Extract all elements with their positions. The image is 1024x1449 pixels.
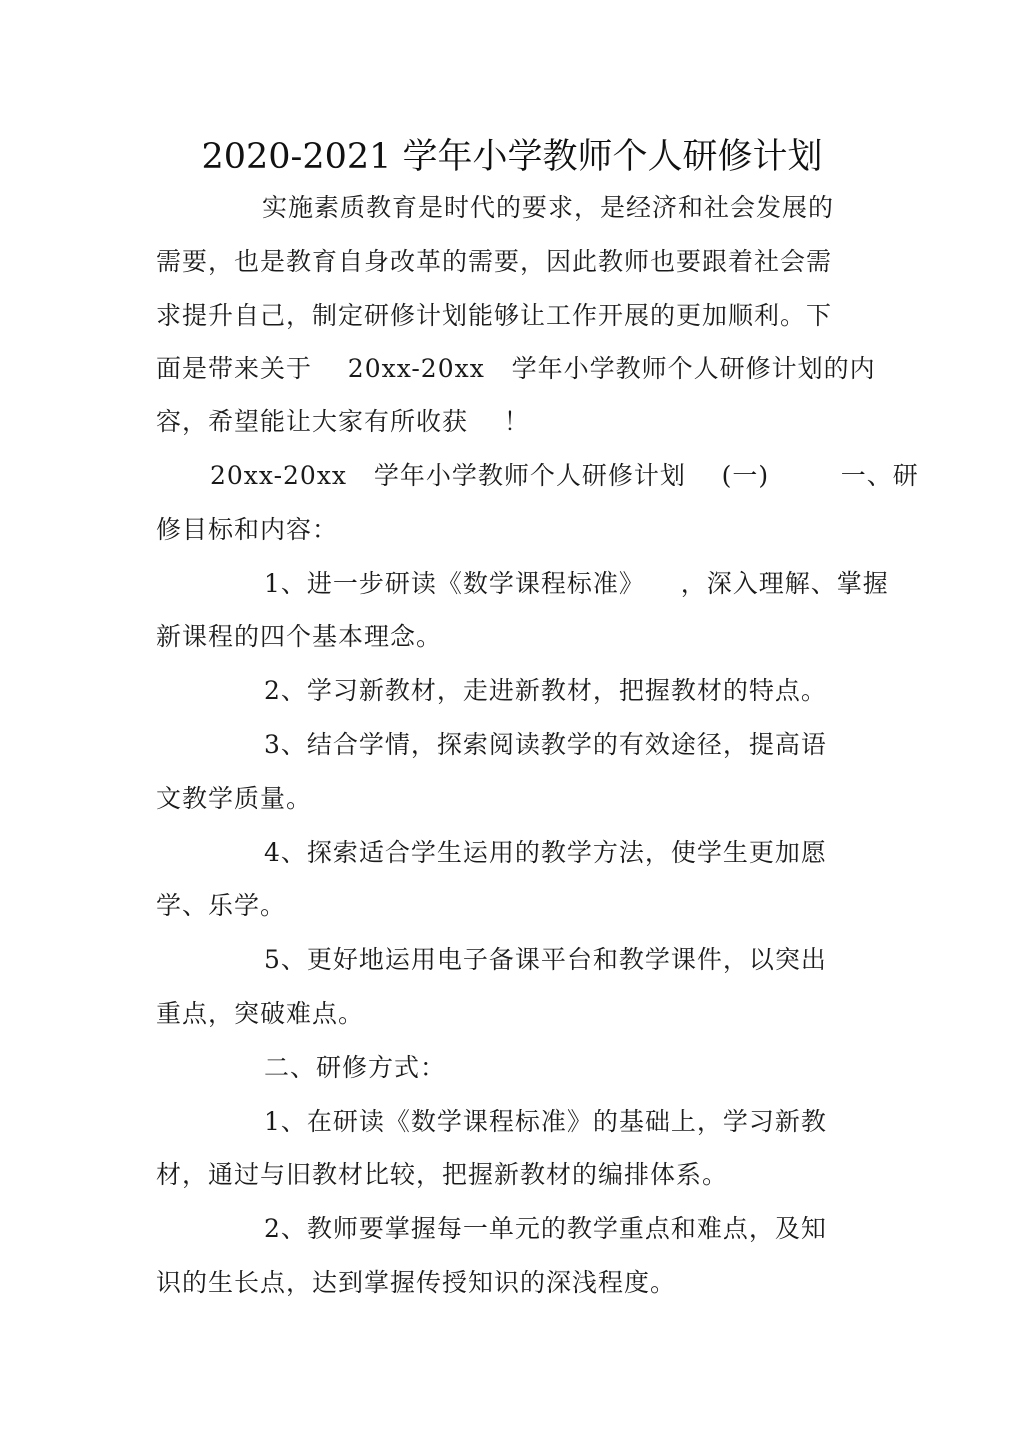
list-item-line: 1、在研读《数学课程标准》的基础上，学习新教: [264, 1107, 827, 1136]
section-heading-line: 20xx-20xx 学年小学教师个人研修计划 (一) 一、研: [210, 461, 919, 490]
list-item-line: 2、教师要掌握每一单元的教学重点和难点，及知: [264, 1214, 827, 1243]
paragraph-line: 求提升自己，制定研修计划能够让工作开展的更加顺利。下: [156, 301, 833, 330]
paragraph-line: 修目标和内容：: [156, 515, 339, 544]
paragraph-line: 容，希望能让大家有所收获 ！: [156, 407, 530, 436]
list-item-line: 材，通过与旧教材比较，把握新教材的编排体系。: [156, 1160, 729, 1189]
list-item-line: 识的生长点，达到掌握传授知识的深浅程度。: [156, 1268, 677, 1297]
list-item-line: 1、进一步研读《数学课程标准》 ，深入理解、掌握: [264, 569, 889, 598]
list-item-line: 2、学习新教材，走进新教材，把握教材的特点。: [264, 676, 827, 705]
list-item-line: 学、乐学。: [156, 891, 287, 920]
list-item-line: 5、更好地运用电子备课平台和教学课件，以突出: [264, 945, 827, 974]
list-item-line: 新课程的四个基本理念。: [156, 622, 443, 651]
document-title: 2020-2021 学年小学教师个人研修计划: [201, 137, 823, 177]
section-heading-line: 二、研修方式：: [264, 1053, 447, 1082]
paragraph-line: 实施素质教育是时代的要求，是经济和社会发展的: [262, 193, 835, 222]
paragraph-line: 需要，也是教育自身改革的需要，因此教师也要跟着社会需: [156, 247, 833, 276]
list-item-line: 文教学质量。: [156, 784, 313, 813]
paragraph-line: 面是带来关于 20xx-20xx 学年小学教师个人研修计划的内: [156, 354, 876, 383]
list-item-line: 3、结合学情，探索阅读教学的有效途径，提高语: [264, 730, 827, 759]
list-item-line: 重点，突破难点。: [156, 999, 365, 1028]
list-item-line: 4、探索适合学生运用的教学方法，使学生更加愿: [264, 838, 827, 867]
